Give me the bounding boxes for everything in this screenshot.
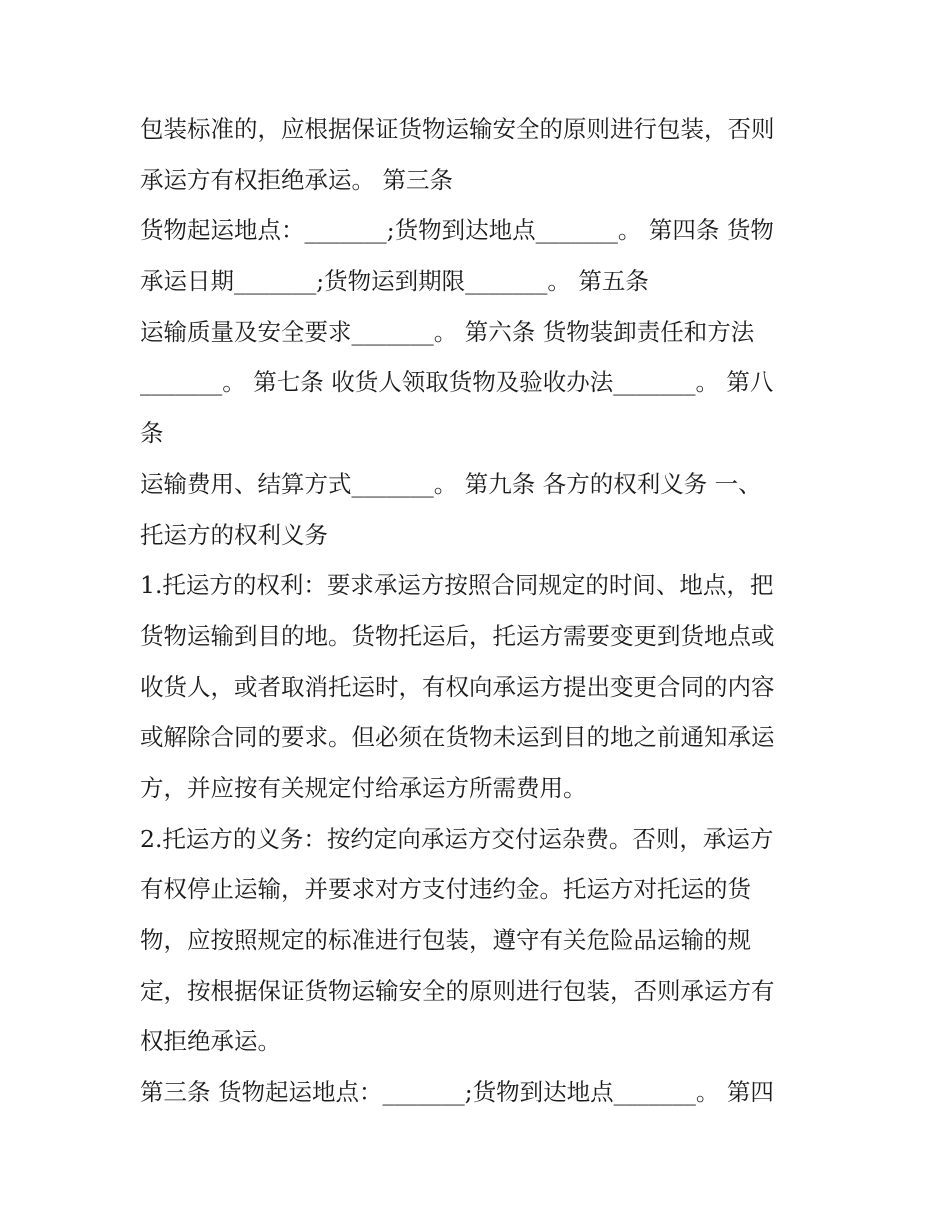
text-line: 承运日期_______;货物运到期限_______。 第五条 [140,267,649,296]
text-line: _______。 第七条 收货人领取货物及验收办法_______。 第八 [140,368,774,397]
text-line: 物，应按照规定的标准进行包装，遵守有关危险品运输的规 [140,926,751,954]
text-line: 定，按根据保证货物运输安全的原则进行包装，否则承运方有 [140,976,775,1005]
text-line: 承运方有权拒绝承运。 第三条 [140,165,453,194]
text-line: 第三条 货物起运地点：_______;货物到达地点_______。 第四 [140,1078,774,1107]
text-line: 运输费用、结算方式_______。 第九条 各方的权利义务 一、 [140,469,762,498]
text-line: 收货人，或者取消托运时，有权向承运方提出变更合同的内容 [140,672,775,701]
text-line: 有权停止运输，并要求对方支付违约金。托运方对托运的货 [140,875,751,904]
text-line: 运输质量及安全要求_______。 第六条 货物装卸责任和方法 [140,317,755,346]
text-line: 货物起运地点：_______;货物到达地点_______。 第四条 货物 [140,216,774,245]
text-line: 方，并应按有关规定付给承运方所需费用。 [140,773,587,802]
document-body [140,104,820,1118]
text-line: 2.托运方的义务：按约定向承运方交付运杂费。否则，承运方 [140,824,774,853]
text-line: 包装标准的，应根据保证货物运输安全的原则进行包装，否则 [140,115,775,143]
text-line: 条 [140,419,164,448]
text-line: 1.托运方的权利：要求承运方按照合同规定的时间、地点，把 [140,571,774,600]
text-line: 或解除合同的要求。但必须在货物未运到目的地之前通知承运 [140,723,775,752]
text-line: 货物运输到目的地。货物托运后，托运方需要变更到货地点或 [140,621,775,650]
text-line: 托运方的权利义务 [140,520,328,549]
text-line: 权拒绝承运。 [140,1027,281,1056]
